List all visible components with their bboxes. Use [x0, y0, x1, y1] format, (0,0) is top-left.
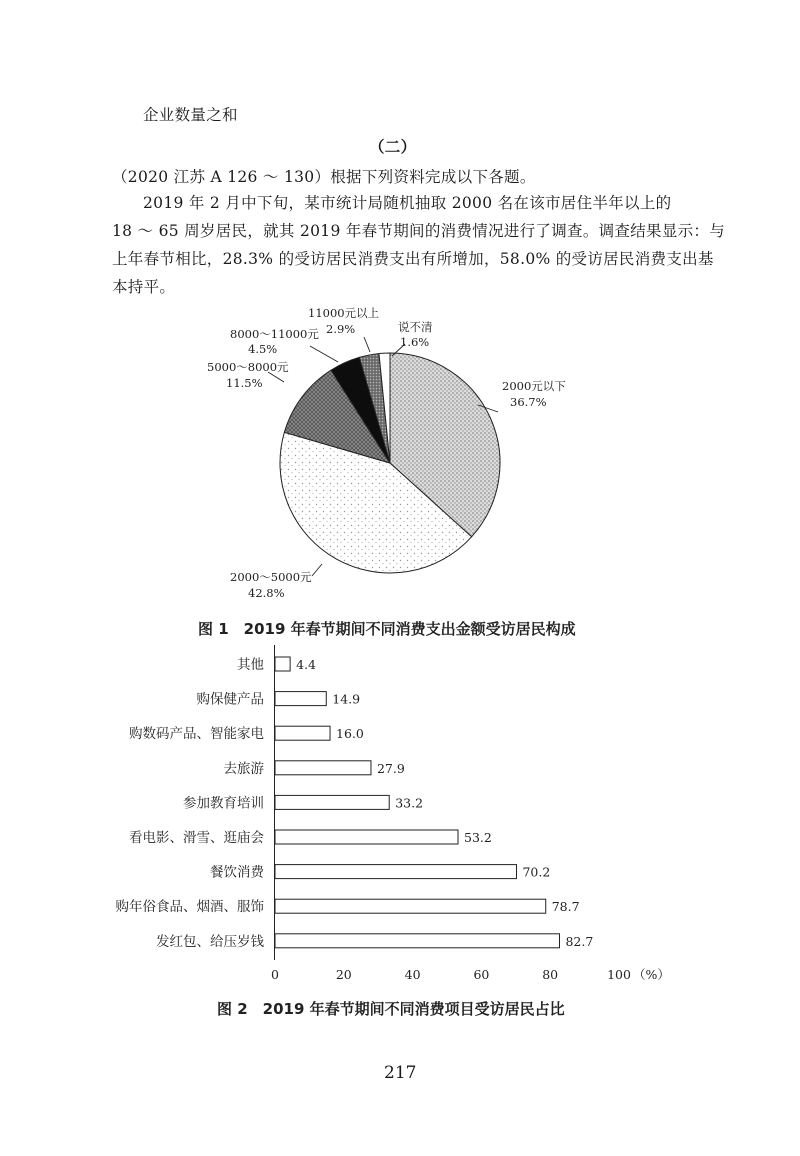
pie-value-label: 42.8%	[248, 586, 285, 600]
bar-value-label: 16.0	[336, 726, 364, 742]
bar-value-label: 27.9	[376, 760, 405, 776]
pie-value-label: 4.5%	[248, 342, 278, 356]
pie-value-label: 2.9%	[326, 322, 356, 336]
x-tick-label: 100	[607, 967, 631, 982]
bar	[275, 865, 516, 879]
bar-value-label: 82.7	[565, 933, 594, 949]
pie-label: 8000～11000元	[230, 327, 319, 341]
bar	[275, 934, 559, 948]
bar-category-label: 参加教育培训	[183, 795, 264, 812]
bar-value-label: 53.2	[464, 830, 492, 845]
bar-value-label: 14.9	[332, 691, 361, 707]
paragraph-line: 2019 年 2 月中下旬，某市统计局随机抽取 2000 名在该市居住半年以上的	[143, 194, 672, 212]
pie-label: 说不清	[398, 320, 433, 334]
bar	[275, 726, 330, 740]
x-tick-label: 40	[404, 967, 421, 982]
bar	[275, 899, 546, 913]
bar-category-label: 去旅游	[223, 760, 264, 777]
bar-value-label: 78.7	[551, 899, 580, 915]
pie-label: 2000～5000元	[230, 570, 312, 584]
pie-value-label: 1.6%	[400, 335, 430, 349]
bar-value-label: 70.2	[522, 864, 551, 880]
bar	[275, 692, 326, 706]
leader-line	[312, 564, 322, 576]
bar	[275, 761, 371, 775]
pie-chart	[0, 300, 800, 610]
pie-label: 2000元以下	[502, 379, 566, 393]
x-tick-label: 80	[542, 967, 559, 982]
bar-category-label: 购年俗食品、烟酒、服饰	[115, 899, 264, 916]
bar-category-label: 看电影、滑雪、逛庙会	[129, 830, 264, 846]
paragraph-line: 本持平。	[112, 278, 176, 296]
x-tick-label: 0	[271, 967, 279, 982]
page-number: 217	[384, 1063, 417, 1083]
bar-category-label: 餐饮消费	[210, 864, 264, 881]
pie-label: 11000元以上	[308, 306, 380, 320]
pie-label: 5000～8000元	[207, 360, 289, 374]
leader-line	[364, 337, 370, 352]
bar-value-label: 33.2	[395, 795, 424, 811]
pie-value-label: 36.7%	[510, 395, 547, 409]
bar-category-label: 购数码产品、智能家电	[129, 726, 264, 743]
bar	[275, 830, 458, 844]
bar-category-label: 其他	[237, 657, 264, 673]
bar-category-label: 购保健产品	[196, 691, 264, 708]
bar-category-label: 发红包、给压岁钱	[156, 933, 264, 950]
leader-line	[310, 346, 338, 362]
bar-value-label: 4.4	[296, 657, 317, 672]
section-label: （二）	[369, 137, 417, 156]
paragraph-line: 上年春节相比，28.3% 的受访居民消费支出有所增加，58.0% 的受访居民消费支出基	[112, 250, 714, 268]
figure-2-title: 图 2 2019 年春节期间不同消费项目受访居民占比	[217, 1000, 565, 1018]
pie-value-label: 11.5%	[226, 376, 263, 390]
bar-chart	[0, 640, 800, 985]
x-tick-label: 20	[335, 967, 352, 982]
heading: 企业数量之和	[143, 106, 238, 124]
x-tick-label: 60	[473, 967, 490, 982]
x-unit-label: （%）	[633, 967, 670, 982]
bar	[275, 657, 290, 671]
paragraph-line: 18 ～ 65 周岁居民，就其 2019 年春节期间的消费情况进行了调查。调查结果显示：与	[112, 222, 726, 240]
figure-1-title: 图 1 2019 年春节期间不同消费支出金额受访居民构成	[198, 620, 576, 638]
source-line: （2020 江苏 A 126 ～ 130）根据下列资料完成以下各题。	[112, 168, 536, 186]
bar	[275, 795, 389, 809]
